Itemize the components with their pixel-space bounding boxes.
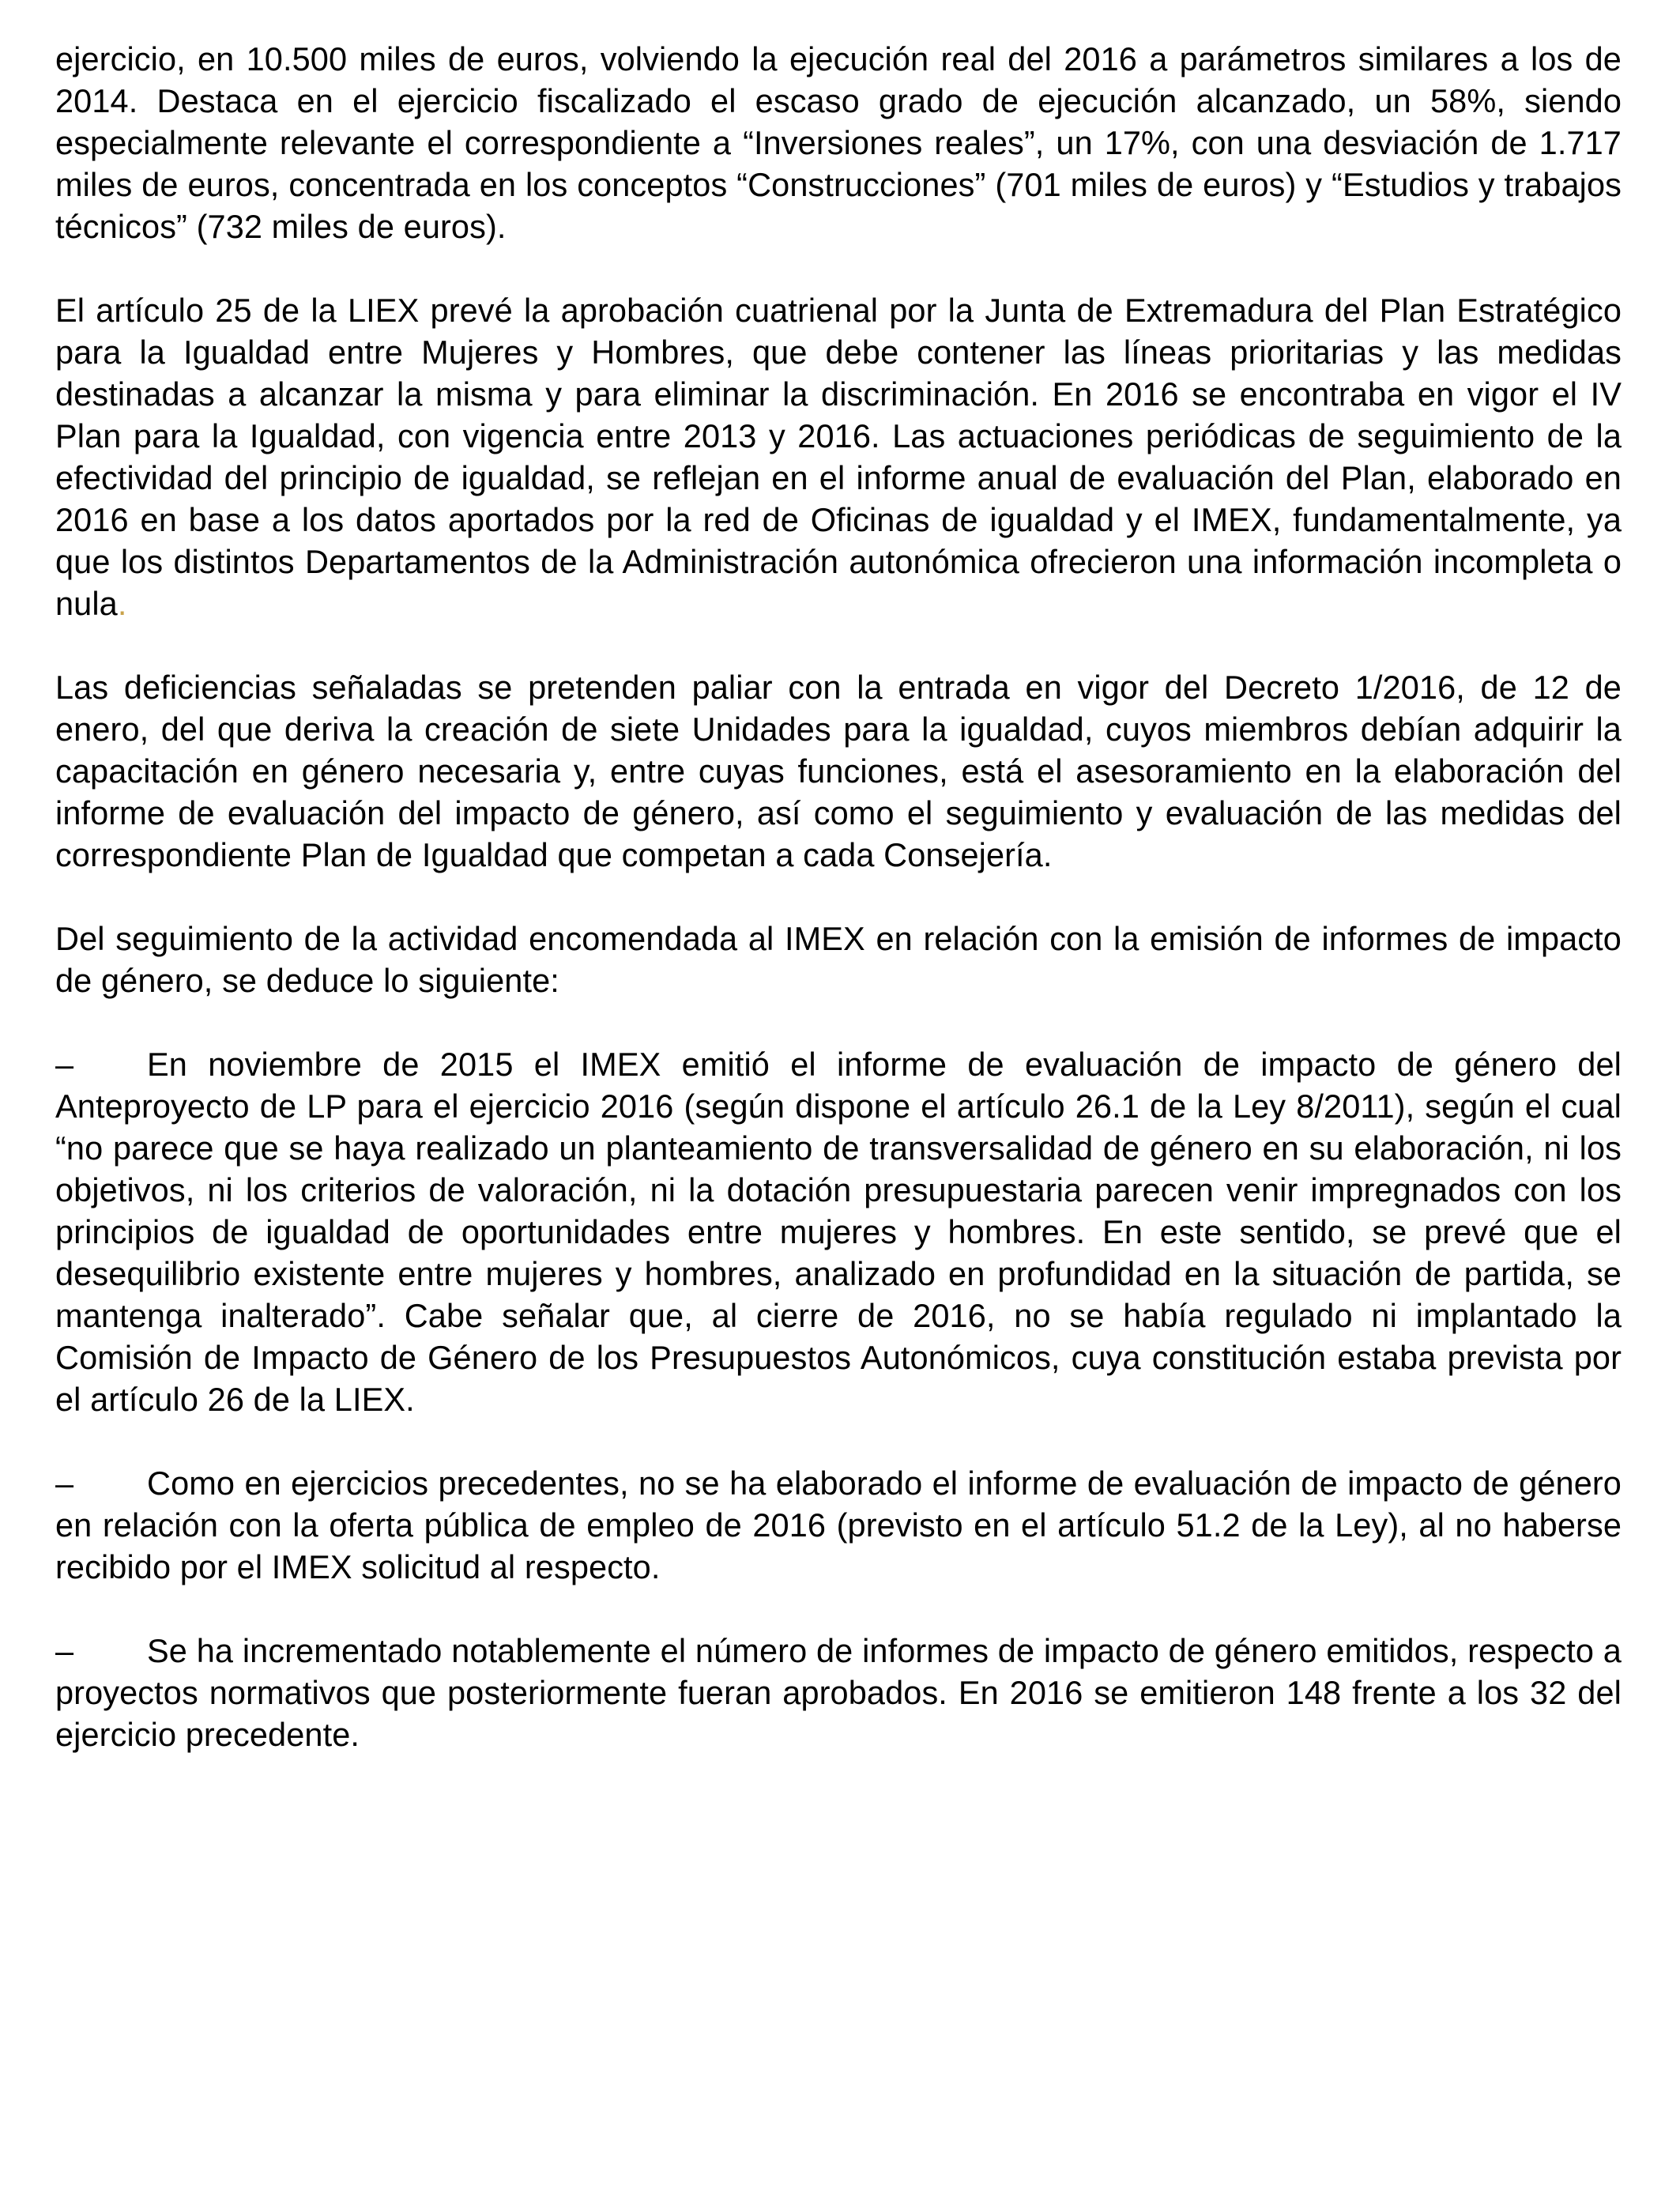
bullet-text-2: Como en ejercicios precedentes, no se ha elaborado el informe de evaluación de impacto de género en relación con la oferta pública de empleo de 2016 (previsto en el artículo 51.2 de la Ley), al no haberse recibido por el IMEX solicitud al respecto. <box>55 1465 1622 1585</box>
bullet-text-1: En noviembre de 2015 el IMEX emitió el informe de evaluación de impacto de género del Anteproyecto de LP para el ejercicio 2016 (según dispone el artículo 26.1 de la Ley 8/2011), según el cual “no parece que se haya realizado un planteamiento de transversalidad de género en su elaboración, ni los objetivos, ni los criterios de valoración, ni la dotación presupuestaria parecen venir impregnados con los principios de igualdad de oportunidades entre mujeres y hombres. En este sentido, se prevé que el desequilibrio existente entre mujeres y hombres, analizado en profundidad en la situación de partida, se mantenga inalterado”. Cabe señalar que, al cierre de 2016, no se había regulado ni implantado la Comisión de Impacto de Género de los Presupuestos Autonómicos, cuya constitución estaba prevista por el artículo 26 de la LIEX. <box>55 1046 1622 1418</box>
dash-icon: – <box>55 1632 74 1669</box>
document-page <box>55 38 1622 1797</box>
paragraph-strategic-plan-text: El artículo 25 de la LIEX prevé la aprobación cuatrienal por la Junta de Extremadura del Plan Estratégico para la Igualdad entre Mujeres y Hombres, que debe contener las líneas prioritarias y las medidas destinadas a alcanzar la misma y para eliminar la discriminación. En 2016 se encontraba en vigor el IV Plan para la Igualdad, con vigencia entre 2013 y 2016. Las actuaciones periódicas de seguimiento de la efectividad del principio de igualdad, se reflejan en el informe anual de evaluación del Plan, elaborado en 2016 en base a los datos aportados por la red de Oficinas de igualdad y el IMEX, fundamentalmente, ya que los distintos Departamentos de la Administración autonómica ofrecieron una información incompleta o nula <box>55 292 1622 622</box>
bullet-text-3: Se ha incrementado notablemente el número de informes de impacto de género emitidos, respecto a proyectos normativos que posteriormente fueran aprobados. En 2016 se emitieron 148 frente a los 32 del ejercicio precedente. <box>55 1632 1622 1753</box>
paragraph-budget-execution: ejercicio, en 10.500 miles de euros, volviendo la ejecución real del 2016 a parámetros similares a los de 2014. Destaca en el ejercicio fiscalizado el escaso grado de ejecución alcanzado, un 58%, siendo especialmente relevante el correspondiente a “Inversiones reales”, un 17%, con una desviación de 1.717 miles de euros, concentrada en los conceptos “Construcciones” (701 miles de euros) y “Estudios y trabajos técnicos” (732 miles de euros). <box>55 40 1622 245</box>
paragraph-decree: Las deficiencias señaladas se pretenden paliar con la entrada en vigor del Decreto 1/2016, de 12 de enero, del que deriva la creación de siete Unidades para la igualdad, cuyos miembros debían adquirir la capacitación en género necesaria y, entre cuyas funciones, está el asesoramiento en la elaboración del informe de evaluación del impacto de género, así como el seguimiento y evaluación de las medidas del correspondiente Plan de Igualdad que competan a cada Consejería. <box>55 669 1622 873</box>
dash-icon: – <box>55 1465 74 1502</box>
paragraph-imex-intro: Del seguimiento de la actividad encomendada al IMEX en relación con la emisión de informes de impacto de género, se deduce lo siguiente: <box>55 920 1622 999</box>
bullet-item-1 <box>55 1043 1622 1420</box>
paragraph-strategic-plan <box>55 289 1622 624</box>
bullet-item-3 <box>55 1630 1622 1755</box>
bullet-item-2 <box>55 1462 1622 1588</box>
dash-icon: – <box>55 1046 74 1083</box>
trailing-dot: . <box>117 585 127 622</box>
